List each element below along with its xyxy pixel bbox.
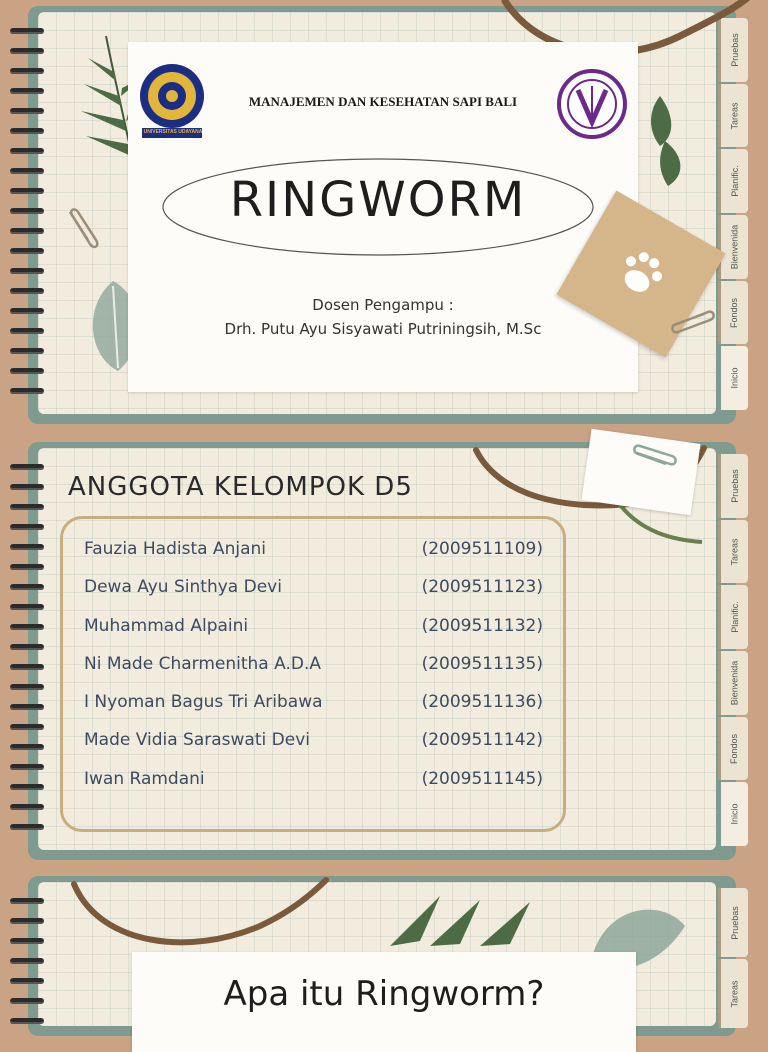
member-nim: (2009511145) — [421, 768, 543, 789]
member-name: Made Vidia Saraswati Devi — [84, 730, 310, 751]
spiral-binding — [20, 442, 50, 860]
paperclip-icon — [630, 442, 680, 472]
member-nim: (2009511109) — [421, 539, 543, 559]
tab-planific[interactable]: Planific. — [718, 585, 748, 649]
vet-faculty-logo-icon — [556, 68, 628, 140]
member-name: Fauzia Hadista Anjani — [84, 539, 266, 559]
tab-pruebas[interactable]: Pruebas — [718, 888, 748, 957]
lecturer-label: Dosen Pengampu : — [312, 296, 454, 314]
tab-inicio[interactable]: Inicio — [718, 782, 748, 846]
paperclip-icon — [62, 204, 102, 254]
leaf-sprig-icon — [630, 86, 690, 196]
member-nim: (2009511132) — [421, 615, 543, 636]
list-item — [84, 577, 543, 615]
list-item — [84, 769, 543, 807]
tab-pruebas[interactable]: Pruebas — [718, 18, 748, 82]
slide-2 — [20, 442, 748, 860]
section-tabs — [718, 18, 748, 410]
paw-print-icon — [607, 239, 675, 307]
member-name: Dewa Ayu Sinthya Devi — [84, 577, 282, 598]
tab-tareas[interactable]: Tareas — [718, 959, 748, 1028]
paperclip-icon — [668, 306, 718, 336]
section-title: Apa itu Ringworm? — [223, 974, 545, 1014]
list-item — [84, 692, 543, 730]
member-list — [84, 539, 543, 807]
title-card — [128, 42, 638, 392]
course-title: MANAJEMEN DAN KESEHATAN SAPI BALI — [248, 94, 518, 109]
lecturer-name: Drh. Putu Ayu Sisyawati Putriningsih, M.Sc — [224, 320, 542, 338]
member-nim: (2009511136) — [421, 692, 543, 713]
tab-inicio[interactable]: Inicio — [718, 346, 748, 410]
udayana-logo-text: UNIVERSITAS UDAYANA — [143, 129, 203, 135]
tab-fondos[interactable]: Fondos — [718, 717, 748, 781]
spiral-binding — [20, 876, 50, 1036]
list-item — [84, 730, 543, 768]
tab-planific[interactable]: Planific. — [718, 149, 748, 213]
tab-tareas[interactable]: Tareas — [718, 84, 748, 148]
tab-tareas[interactable]: Tareas — [718, 520, 748, 584]
member-nim: (2009511123) — [421, 577, 543, 598]
member-name: Ni Made Charmenitha A.D.A — [84, 653, 321, 674]
spiral-binding — [20, 6, 50, 424]
tab-bienvenida[interactable]: Bienvenida — [718, 651, 748, 715]
tab-pruebas[interactable]: Pruebas — [718, 454, 748, 518]
page-title: RINGWORM — [229, 172, 527, 228]
members-frame — [60, 516, 566, 832]
list-item — [84, 654, 543, 692]
slide-3 — [20, 876, 748, 1036]
member-nim: (2009511142) — [421, 730, 543, 751]
section-tabs — [718, 888, 748, 1028]
tab-fondos[interactable]: Fondos — [718, 281, 748, 345]
members-heading: ANGGOTA KELOMPOK D5 — [68, 472, 413, 502]
member-name: I Nyoman Bagus Tri Aribawa — [84, 692, 323, 713]
member-nim: (2009511135) — [421, 653, 543, 674]
section-tabs — [718, 454, 748, 846]
list-item — [84, 616, 543, 654]
list-item — [84, 539, 543, 577]
tab-bienvenida[interactable]: Bienvenida — [718, 215, 748, 279]
palm-leaf-icon — [380, 886, 560, 956]
slide-1 — [20, 6, 748, 424]
member-name: Iwan Ramdani — [84, 768, 205, 789]
member-name: Muhammad Alpaini — [84, 615, 249, 636]
